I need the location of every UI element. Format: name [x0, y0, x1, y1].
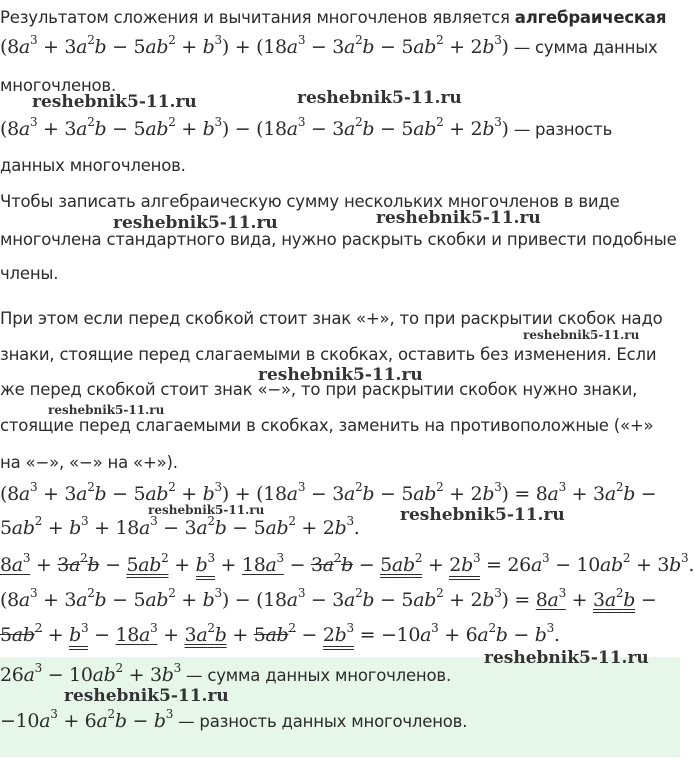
- difference-formula: $(8a^3 + 3a^2b - 5ab^2 + b^3) - (18a^3 - 3a^2b - 5ab^2 + 2b^3)$: [0, 114, 509, 140]
- watermark: reshebnik5-11.ru: [258, 365, 423, 385]
- intro-line-5: данных многочленов.: [0, 156, 186, 175]
- difference-solution-line-2: $5ab^2 + b^3 - 18a^3 + 3a^2b + 5ab^2 - 2b^3 = -10a^3 + 6a^2b - b^3$.: [0, 624, 560, 646]
- difference-expression-line: $(8a^3 + 3a^2b - 5ab^2 + b^3) - (18a^3 - 3a^2b - 5ab^2 + 2b^3)$ — разность: [0, 114, 613, 140]
- rule-line-1: Чтобы записать алгебраическую сумму нескольких многочленов в виде: [0, 192, 620, 211]
- watermark: reshebnik5-11.ru: [297, 88, 462, 108]
- watermark: reshebnik5-11.ru: [376, 208, 541, 228]
- sum-formula: $(8a^3 + 3a^2b - 5ab^2 + b^3) + (18a^3 - 3a^2b - 5ab^2 + 2b^3)$: [0, 32, 509, 58]
- sign-rule-line-4: стоящие перед слагаемыми в скобках, заменить на противоположные («+»: [0, 416, 654, 435]
- sum-solution-line-3: $8a^3 + 3a^2b - 5ab^2 + b^3 + 18a^3 - 3a^2b - 5ab^2 + 2b^3 = 26a^3 - 10ab^2 + 3b^3$.: [0, 554, 694, 576]
- sign-rule-line-5: на «−», «−» на «+»).: [0, 453, 178, 472]
- watermark: reshebnik5-11.ru: [64, 686, 229, 706]
- intro-line-1: Результатом сложения и вычитания многочленов является алгебраическая: [0, 8, 667, 27]
- difference-solution-line-1: $(8a^3 + 3a^2b - 5ab^2 + b^3) - (18a^3 - 3a^2b - 5ab^2 + 2b^3) = 8a^3 + 3a^2b$ −: [0, 585, 657, 611]
- sign-rule-line-3: же перед скобкой стоит знак «−», то при раскрытии скобок нужно знаки,: [0, 380, 638, 399]
- intro-line-3: многочленов.: [0, 76, 116, 95]
- sum-solution-line-1: $(8a^3 + 3a^2b - 5ab^2 + b^3) + (18a^3 - 3a^2b - 5ab^2 + 2b^3) = 8a^3 + 3a^2b$ −: [0, 479, 657, 505]
- watermark: reshebnik5-11.ru: [400, 505, 565, 525]
- sum-expression-line: $(8a^3 + 3a^2b - 5ab^2 + b^3) + (18a^3 - 3a^2b - 5ab^2 + 2b^3)$ — сумма данных: [0, 32, 658, 58]
- sign-rule-line-1: При этом если перед скобкой стоит знак «+», то при раскрытии скобок надо: [0, 309, 663, 328]
- sign-rule-line-2: знаки, стоящие перед слагаемыми в скобках, оставить без изменения. Если: [0, 345, 657, 364]
- rule-line-3: члены.: [0, 264, 59, 283]
- answer-sum: $26a^3 - 10ab^2 + 3b^3$ — сумма данных многочленов.: [0, 660, 451, 686]
- watermark: reshebnik5-11.ru: [523, 328, 640, 342]
- watermark: reshebnik5-11.ru: [32, 92, 197, 112]
- answer-difference: $-10a^3 + 6a^2b - b^3$ — разность данных многочленов.: [0, 706, 468, 732]
- watermark: reshebnik5-11.ru: [48, 403, 165, 417]
- watermark: reshebnik5-11.ru: [148, 503, 265, 517]
- answer-box: [0, 657, 680, 757]
- sum-solution-line-2: $5ab^2 + b^3 + 18a^3 - 3a^2b - 5ab^2 + 2b^3$.: [0, 513, 360, 539]
- watermark: reshebnik5-11.ru: [484, 648, 649, 668]
- watermark: reshebnik5-11.ru: [113, 213, 278, 233]
- rule-line-2: многочлена стандартного вида, нужно раскрыть скобки и привести подобные: [0, 230, 677, 249]
